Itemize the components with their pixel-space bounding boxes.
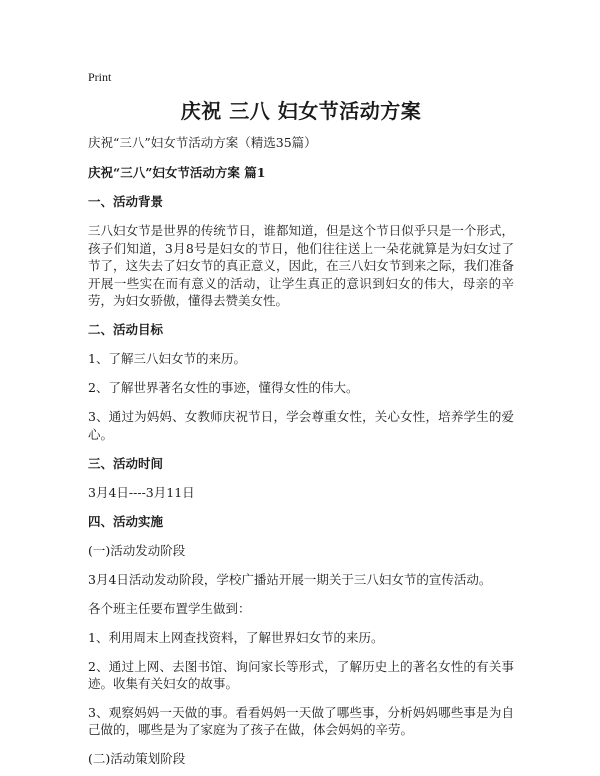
section-heading-background: 一、活动背景 — [88, 194, 164, 209]
goal-item: 1、了解三八妇女节的来历。 — [88, 350, 246, 366]
section-heading-time: 三、活动时间 — [88, 455, 164, 471]
phase1-heading: (一)活动发动阶段 — [88, 542, 186, 558]
print-label: Print — [88, 70, 112, 84]
phase1-paragraph: 3月4日活动发动阶段，学校广播站开展一期关于三八妇女节的宣传活动。 — [88, 571, 492, 587]
article-title: 庆祝“三八”妇女节活动方案 篇1 — [88, 165, 266, 180]
phase1-item: 3、观察妈妈一天做的事。看看妈妈一天做了哪些事，分析妈妈哪些事是为自己做的，哪些是为了家庭为了孩子在做，体会妈妈的辛劳。 — [88, 704, 514, 737]
section-heading-goals: 二、活动目标 — [88, 321, 164, 337]
goal-item: 3、通过为妈妈、女教师庆祝节日，学会尊重女性，关心女性，培养学生的爱心。 — [88, 408, 514, 442]
time-paragraph: 3月4日----3月11日 — [88, 484, 195, 500]
phase2-heading: (二)活动策划阶段 — [88, 750, 186, 766]
document-subtitle: 庆祝“三八”妇女节活动方案（精选35篇） — [88, 135, 317, 150]
section-heading-implementation: 四、活动实施 — [88, 513, 164, 529]
background-paragraph: 三八妇女节是世界的传统节日，谁都知道，但是这个节日似乎只是一个形式，孩子们知道，3月8号是妇女的节日，他们往往送上一朵花就算是为妇女过了节了，这失去了妇女节的真正意义，因此，在三八妇女节到来之际，我们准备开展一些实在而有意义的活动，让学生真正的意识到妇女的伟大，母亲的辛劳，为妇女骄傲，懂得去赞美女性。 — [88, 223, 514, 308]
phase1-item: 1、利用周末上网查找资料，了解世界妇女节的来历。 — [88, 629, 384, 645]
phase1-item: 2、通过上网、去图书馆、询问家长等形式，了解历史上的著名女性的有关事迹。收集有关妇女的故事。 — [88, 658, 514, 691]
goal-item: 2、了解世界著名女性的事迹，懂得女性的伟大。 — [88, 379, 359, 395]
document-title: 庆祝 三八 妇女节活动方案 — [180, 99, 422, 123]
phase1-intro: 各个班主任要布置学生做到： — [88, 600, 251, 616]
